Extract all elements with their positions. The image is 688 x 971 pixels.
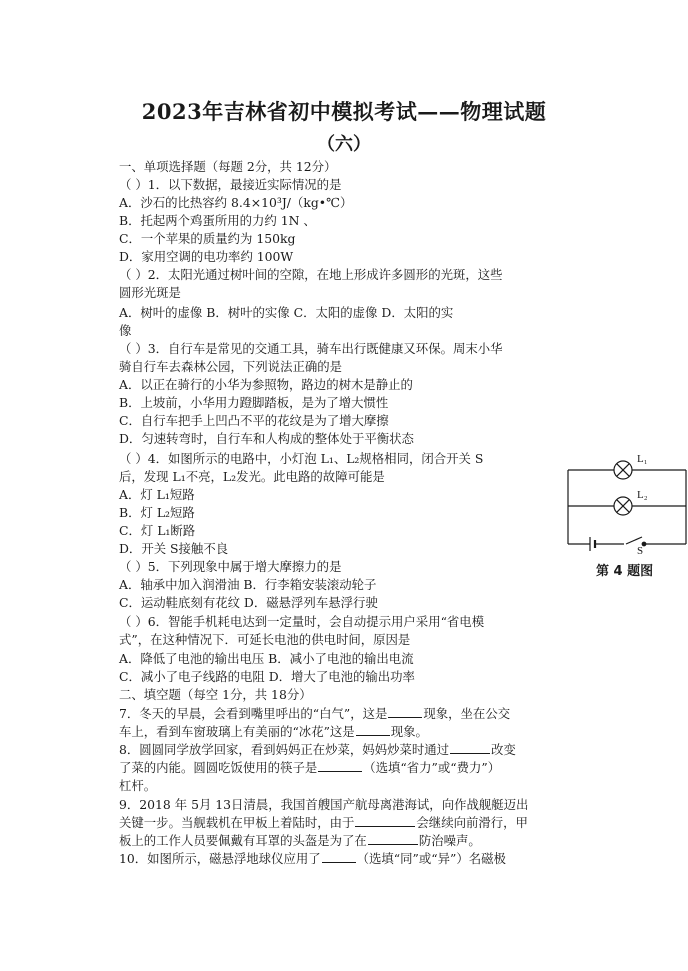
- figure-caption: 第 4 题图: [596, 564, 654, 579]
- q9-text-c: 板上的工作人员要佩戴有耳罩的头盔是为了在: [119, 833, 367, 848]
- page-subtitle: （六）: [317, 134, 371, 155]
- q9-text-d: 防治噪声。: [418, 833, 481, 848]
- answer-blank[interactable]: [355, 814, 415, 827]
- answer-blank[interactable]: [356, 723, 390, 736]
- question-8-cont: [119, 759, 500, 777]
- q6-options-ab: A．降低了电池的输出电压 B．减小了电池的输出电流: [119, 651, 414, 666]
- q5-options-ab: A．轴承中加入润滑油 B．行李箱安装滚动轮子: [119, 577, 377, 592]
- question-8: [119, 741, 516, 759]
- q7-text-a: 7．冬天的早晨，会看到嘴里呼出的“白气”，这是: [119, 706, 388, 721]
- circuit-svg: [560, 448, 688, 558]
- question-10: [119, 850, 506, 868]
- q1-option-c: C．一个苹果的质量约为 150kg: [119, 231, 296, 246]
- question-3-cont: 骑自行车去森林公园，下列说法正确的是: [119, 359, 343, 374]
- page-title: 2023年吉林省初中模拟考试——物理试题: [141, 99, 547, 124]
- question-2: （ ）2．太阳光通过树叶间的空隙，在地上形成许多圆形的光斑，这些: [119, 267, 503, 282]
- question-6-cont: 式”，在这种情况下．可延长电池的供电时间，原因是: [119, 632, 411, 647]
- q6-options-cd: C．减小了电子线路的电阻 D．增大了电池的输出功率: [119, 669, 415, 684]
- question-2-cont: 圆形光斑是: [119, 285, 181, 300]
- q10-text-b: （选填“同”或“异”）名磁极: [356, 851, 506, 866]
- q7-text-b: 现象，坐在公交: [423, 706, 511, 721]
- question-3: （ ）3．自行车是常见的交通工具，骑车出行既健康又环保。周末小华: [119, 341, 503, 356]
- question-9: 9．2018 年 5月 13日清晨，我国首艘国产航母离港海试，向作战舰艇迈出: [119, 797, 529, 812]
- q3-option-b: B．上坡前，小华用力蹬脚踏板，是为了增大惯性: [119, 395, 389, 410]
- q8-text-a: 8．圆圆同学放学回家，看到妈妈正在炒菜，妈妈炒菜时通过: [119, 742, 450, 757]
- answer-blank[interactable]: [322, 850, 356, 863]
- label-l2: L₂: [637, 489, 648, 501]
- label-l1: L₁: [637, 453, 648, 465]
- question-4: （ ）4．如图所示的电路中，小灯泡 L₁、L₂规格相同，闭合开关 S: [119, 451, 484, 466]
- q8-text-b: 改变: [491, 742, 516, 757]
- q10-text-a: 10．如图所示，磁悬浮地球仪应用了: [119, 851, 321, 866]
- label-s: S: [637, 545, 644, 557]
- q3-option-c: C．自行车把手上凹凸不平的花纹是为了增大摩擦: [119, 413, 389, 428]
- q3-option-a: A．以正在骑行的小华为参照物，路边的树木是静止的: [119, 377, 413, 392]
- question-4-cont: 后，发现 L₁不亮，L₂发光。此电路的故障可能是: [119, 469, 385, 484]
- q1-option-b: B．托起两个鸡蛋所用的力约 1N 、: [119, 213, 316, 228]
- question-9-end: [119, 832, 481, 850]
- answer-blank[interactable]: [450, 741, 490, 754]
- answer-blank[interactable]: [318, 759, 362, 772]
- q1-option-a: A．沙石的比热容约 8.4×10³J/（kg•℃）: [119, 195, 353, 210]
- q3-option-d: D．匀速转弯时，自行车和人构成的整体处于平衡状态: [119, 431, 414, 446]
- q4-option-d: D．开关 S接触不良: [119, 541, 229, 556]
- q9-text-b: 会继续向前滑行，甲: [416, 815, 528, 830]
- answer-blank[interactable]: [388, 705, 422, 718]
- q8-text-d: （选填“省力”或“费力”）: [363, 760, 501, 775]
- switch-icon: [626, 537, 642, 544]
- question-8-end: 杠杆。: [119, 778, 157, 793]
- section-heading-choice: 一、单项选择题（每题 2分，共 12分）: [119, 159, 337, 174]
- question-1: （ ）1．以下数据，最接近实际情况的是: [119, 177, 342, 192]
- question-9-cont: [119, 814, 528, 832]
- question-6: （ ）6．智能手机耗电达到一定量时，会自动提示用户采用“省电模: [119, 614, 485, 629]
- q4-option-a: A．灯 L₁短路: [119, 487, 195, 502]
- q2-options-cont: 像: [119, 323, 132, 338]
- question-7: [119, 705, 510, 723]
- q7-text-d: 现象。: [390, 724, 428, 739]
- q7-text-c: 车上，看到车窗玻璃上有美丽的“冰花”这是: [119, 724, 355, 739]
- answer-blank[interactable]: [368, 832, 418, 845]
- q1-option-d: D．家用空调的电功率约 100W: [119, 249, 294, 264]
- q2-options: A．树叶的虚像 B．树叶的实像 C．太阳的虚像 D．太阳的实: [119, 305, 454, 320]
- q4-option-c: C．灯 L₁断路: [119, 523, 196, 538]
- q9-text-a: 关键一步。当舰载机在甲板上着陆时，由于: [119, 815, 355, 830]
- question-7-cont: [119, 723, 428, 741]
- q4-option-b: B．灯 L₂短路: [119, 505, 195, 520]
- q5-options-cd: C．运动鞋底刻有花纹 D．磁悬浮列车悬浮行驶: [119, 595, 378, 610]
- section-heading-fill: 二、填空题（每空 1分，共 18分）: [119, 687, 312, 702]
- q8-text-c: 了菜的内能。圆圆吃饭使用的筷子是: [119, 760, 318, 775]
- question-5: （ ）5．下列现象中属于增大摩擦力的是: [119, 559, 342, 574]
